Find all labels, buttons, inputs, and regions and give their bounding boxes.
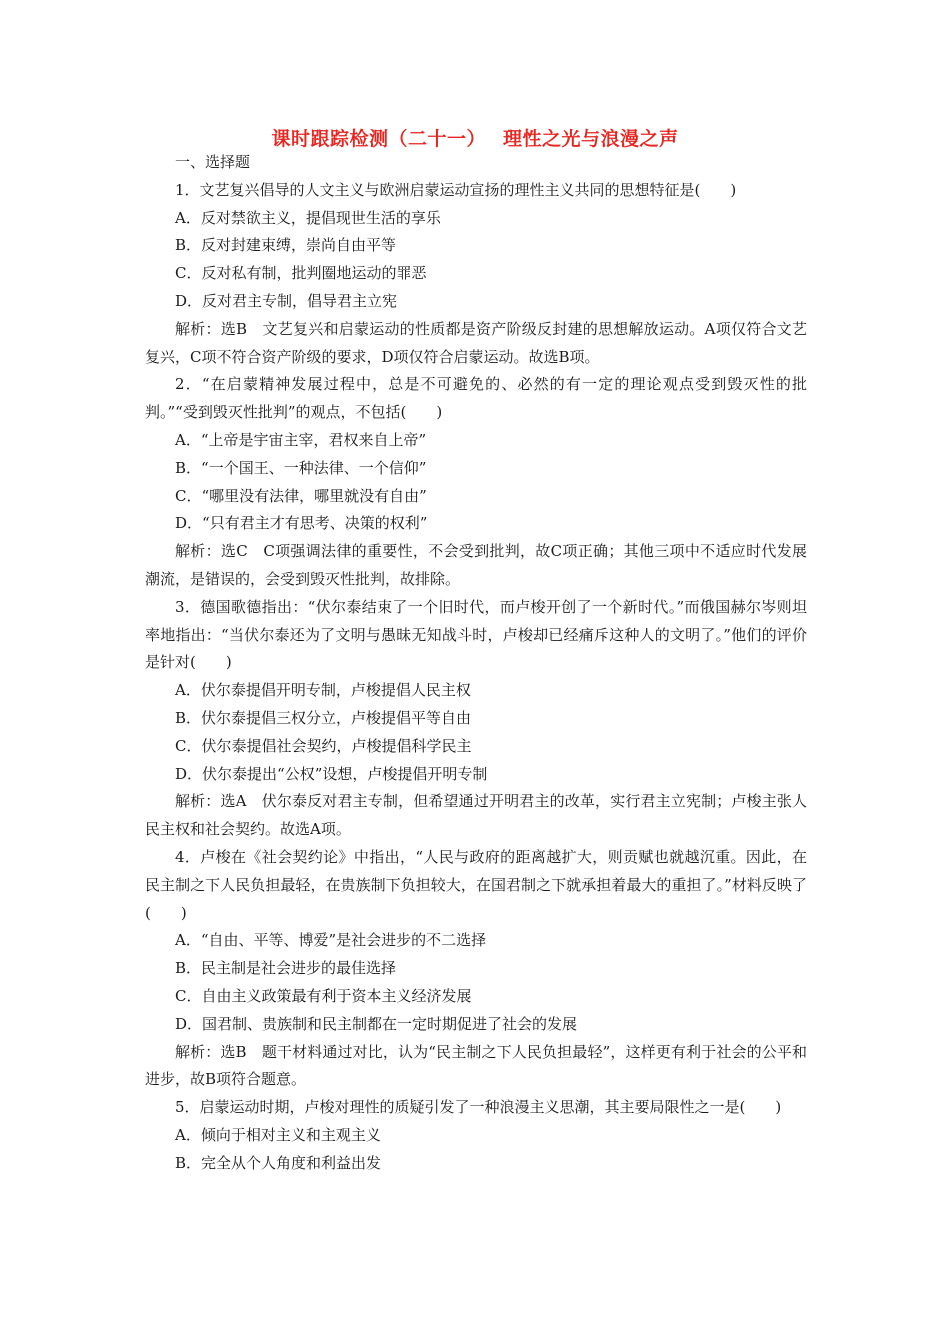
question-2-option-c: C．“哪里没有法律，哪里就没有自由” <box>175 486 427 505</box>
question-5-option-b: B．完全从个人角度和利益出发 <box>175 1153 382 1172</box>
question-3-stem: 3．德国歌德指出：“伏尔泰结束了一个旧时代，而卢梭开创了一个新时代。”而俄国赫尔岑则坦率地指出：“当伏尔泰还为了文明与愚昧无知战斗时，卢梭却已经痛斥这种人的文明了。”他们的评价是针对( ) <box>145 597 807 672</box>
question-3-analysis: 解析：选A 伏尔泰反对君主专制，但希望通过开明君主的改革，实行君主立宪制；卢梭主张人民主权和社会契约。故选A项。 <box>145 792 807 839</box>
question-4-option-c: C．自由主义政策最有利于资本主义经济发展 <box>175 986 472 1005</box>
question-2-option-d: D．“只有君主才有思考、决策的权利” <box>175 514 428 533</box>
section-heading: 一、选择题 <box>175 153 251 171</box>
question-1-option-c: C．反对私有制，批判圈地运动的罪恶 <box>175 264 427 283</box>
question-1-analysis: 解析：选B 文艺复兴和启蒙运动的性质都是资产阶级反封建的思想解放运动。A项仅符合文艺复兴，C项不符合资产阶级的要求，D项仅符合启蒙运动。故选B项。 <box>145 319 807 366</box>
question-1-option-d: D．反对君主专制，倡导君主立宪 <box>175 291 398 310</box>
question-3-option-b: B．伏尔泰提倡三权分立，卢梭提倡平等自由 <box>175 708 472 727</box>
question-4-analysis: 解析：选B 题干材料通过对比，认为“民主制之下人民负担最轻”，这样更有利于社会的公平和进步，故B项符合题意。 <box>145 1042 807 1089</box>
question-3-option-d: D．伏尔泰提出“公权”设想，卢梭提倡开明专制 <box>175 764 488 783</box>
question-2-analysis: 解析：选C C项强调法律的重要性，不会受到批判，故C项正确；其他三项中不适应时代发展潮流，是错误的，会受到毁灭性批判，故排除。 <box>145 542 807 588</box>
question-2-option-b: B．“一个国王、一种法律、一个信仰” <box>175 458 427 477</box>
question-3-option-c: C．伏尔泰提倡社会契约，卢梭提倡科学民主 <box>175 736 472 755</box>
question-4-option-d: D．国君制、贵族制和民主制都在一定时期促进了社会的发展 <box>175 1014 578 1033</box>
question-4-stem: 4．卢梭在《社会契约论》中指出，“人民与政府的距离越扩大，则贡赋也就越沉重。因此，在民主制之下人民负担最轻，在贵族制下负担较大，在国君制之下就承担着最大的重担了。”材料反映了( ) <box>145 847 807 922</box>
document-body <box>145 149 807 1177</box>
question-1-option-a: A．反对禁欲主义，提倡现世生活的享乐 <box>175 208 441 227</box>
question-3-option-a: A．伏尔泰提倡开明专制，卢梭提倡人民主权 <box>175 681 471 700</box>
question-5-option-a: A．倾向于相对主义和主观主义 <box>175 1125 381 1144</box>
question-2-option-a: A．“上帝是宇宙主宰，君权来自上帝” <box>175 430 427 449</box>
question-1-option-b: B．反对封建束缚，崇尚自由平等 <box>175 236 397 255</box>
question-2-stem: 2．“在启蒙精神发展过程中，总是不可避免的、必然的有一定的理论观点受到毁灭性的批判。”“受到毁灭性批判”的观点，不包括( ) <box>145 375 807 422</box>
question-1-stem: 1．文艺复兴倡导的人文主义与欧洲启蒙运动宣扬的理性主义共同的思想特征是( ) <box>175 180 737 199</box>
question-4-option-b: B．民主制是社会进步的最佳选择 <box>175 959 397 978</box>
page-title: 课时跟踪检测（二十一） 理性之光与浪漫之声 <box>271 128 679 150</box>
question-4-option-a: A．“自由、平等、博爱”是社会进步的不二选择 <box>175 931 487 950</box>
question-5-stem: 5．启蒙运动时期，卢梭对理性的质疑引发了一种浪漫主义思潮，其主要局限性之一是( ) <box>175 1098 782 1117</box>
